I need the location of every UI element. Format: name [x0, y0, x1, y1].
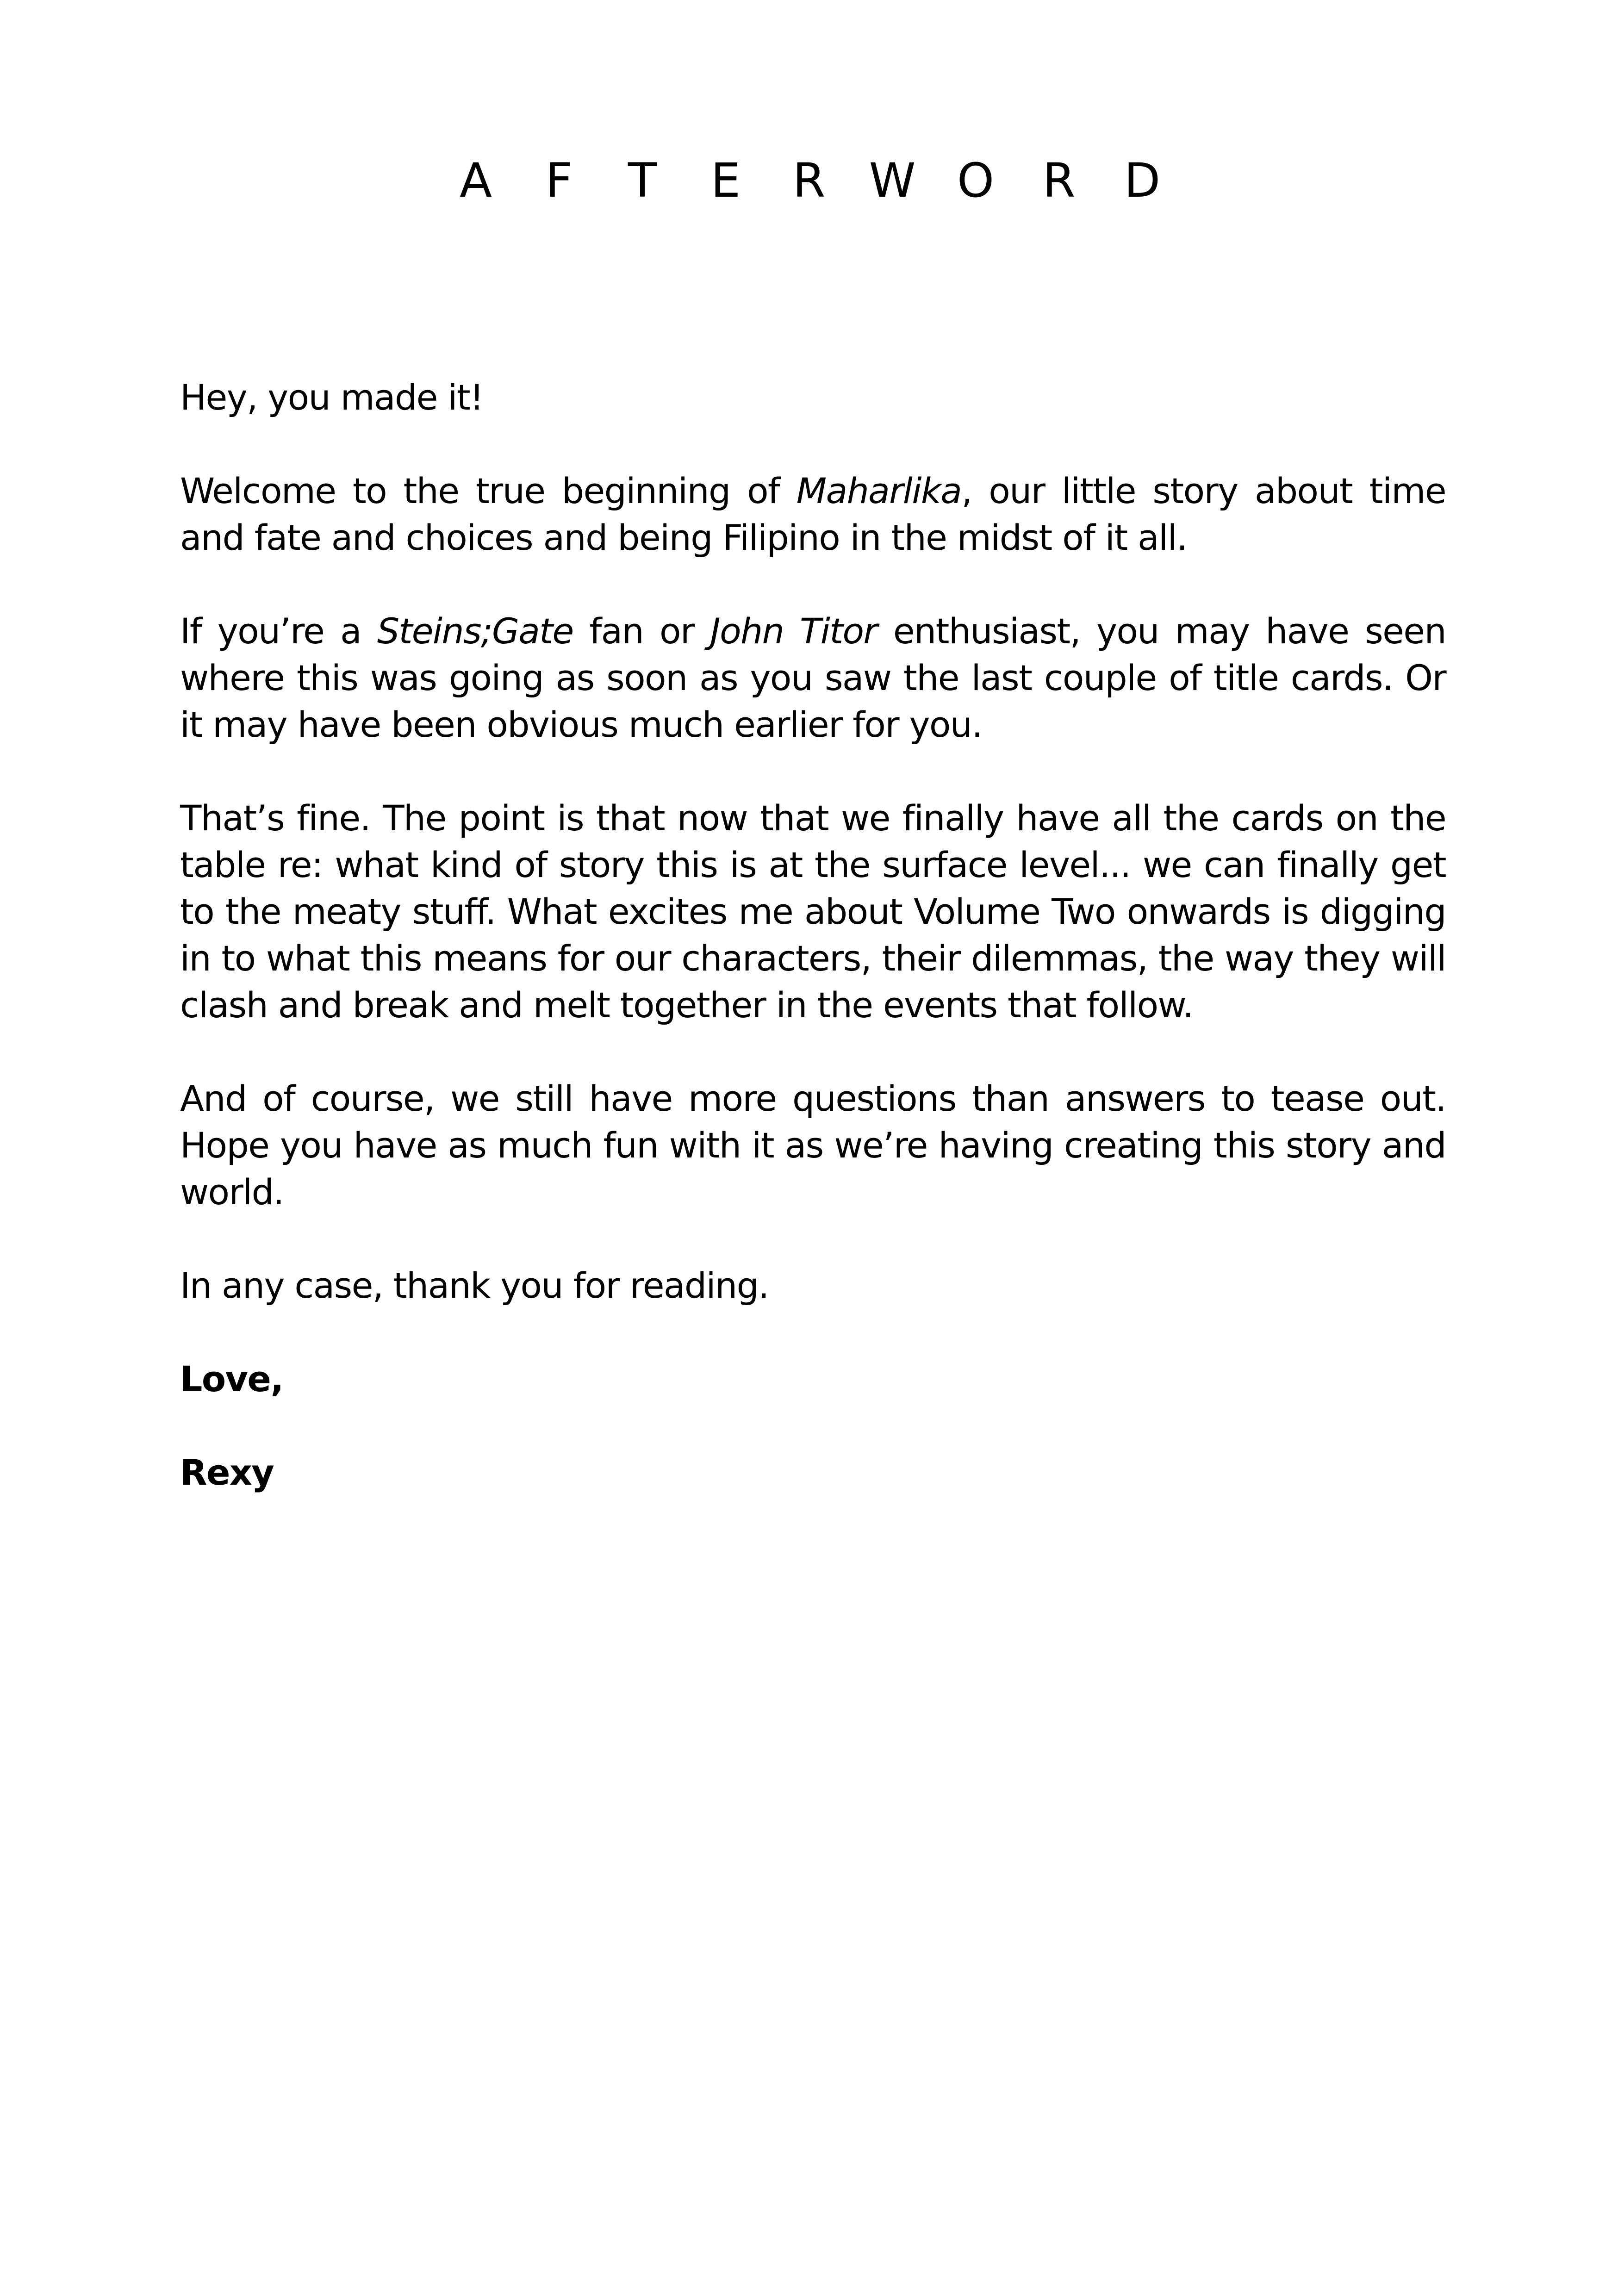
page-title [0, 151, 1618, 211]
italic-title: Maharlika [796, 470, 962, 511]
italic-title: Steins;Gate [377, 610, 573, 652]
paragraph-references [180, 608, 1446, 748]
paragraph-questions: And of course, we still have more questions than answers to tease out. Hope you have as much fun with it as we’re having creating this story and world. [180, 1078, 1446, 1213]
paragraph-point: That’s fine. The point is that now that we finally have all the cards on the table re: what kind of story this is at the surface level... we can finally get to the meaty stuff. What excites me about Volume Two onwards is digging in to what this means for our characters, their dilemmas, the way they will clash and break and melt together in the events that follow. [180, 797, 1446, 1026]
title-letter: T [628, 153, 657, 208]
paragraph-thanks: In any case, thank you for reading. [180, 1265, 769, 1306]
title-letter: E [710, 153, 741, 208]
afterword-body [180, 374, 1446, 1543]
title-letter: D [1124, 153, 1161, 208]
signoff-line: Love, [180, 1358, 283, 1400]
signature-name: Rexy [180, 1452, 274, 1493]
title-letter: F [545, 153, 573, 208]
text-span: If you’re a [180, 610, 377, 652]
title-letter: O [957, 153, 995, 208]
paragraph-greeting: Hey, you made it! [180, 377, 483, 418]
paragraph-welcome [180, 467, 1446, 561]
title-letter: R [1042, 153, 1076, 208]
text-span: fan or [573, 610, 710, 652]
text-span: enthusiast, you may have seen where this was going as soon as you saw the last couple of title cards. Or it may have been obvious much earlier for you. [180, 610, 1446, 745]
title-letter: R [792, 153, 826, 208]
title-letter: W [869, 153, 916, 208]
text-span: , our little story about time and fate and choices and being Filipino in the midst of it all. [180, 470, 1446, 558]
title-letter: A [460, 153, 492, 208]
text-span: Welcome to the true beginning of [180, 470, 797, 511]
italic-title: John Titor [710, 610, 877, 652]
